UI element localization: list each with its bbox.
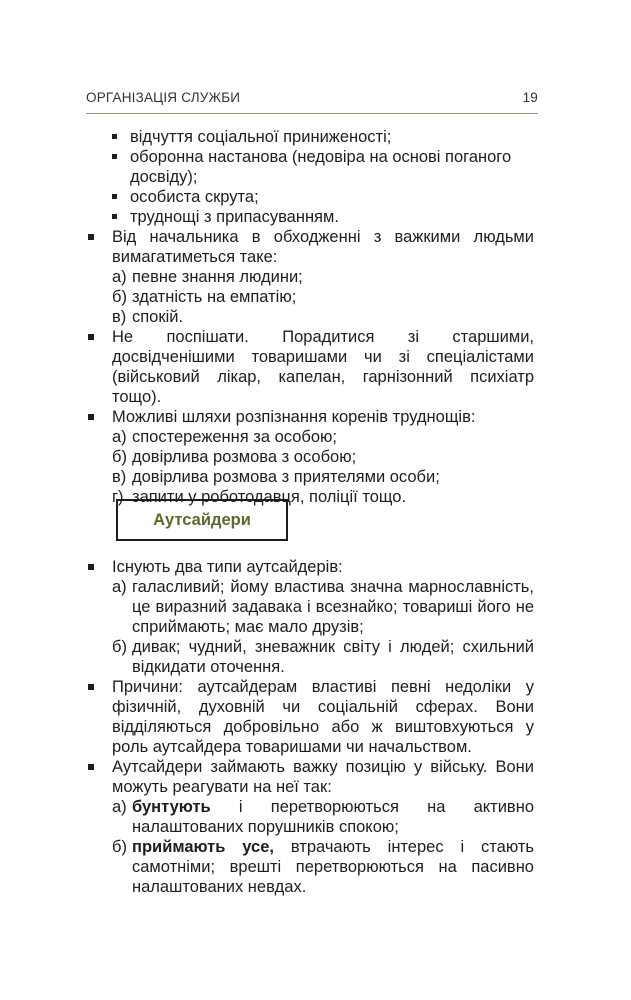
lettered-item: в) довірлива розмова з приятелями особи;	[112, 468, 440, 486]
page-number: 19	[522, 90, 538, 105]
list-item	[86, 757, 534, 897]
bullet-square	[88, 234, 94, 240]
lettered-item: в) спокій.	[112, 308, 184, 326]
lettered-list	[112, 797, 534, 897]
lettered-list	[112, 427, 534, 507]
list-item	[86, 407, 534, 507]
bold-term: бунтують	[132, 798, 211, 816]
item-lead: Існують два типи аутсайдерів:	[112, 558, 343, 576]
sub-bullet: труднощі з припасуванням.	[112, 207, 534, 227]
bullet-square	[88, 564, 94, 570]
lettered-list	[112, 267, 534, 327]
content-top	[86, 127, 534, 507]
outsiders-list	[86, 557, 534, 897]
sub-bullet: оборонна настанова (недовіра на основі поганого досвіду);	[112, 147, 534, 187]
content-outsiders	[86, 557, 534, 897]
header-title: ОРГАНІЗАЦІЯ СЛУЖБИ	[86, 90, 241, 105]
bullet-square	[88, 684, 94, 690]
lettered-item: б) приймають усе, втрачають інтерес і стають самотніми; врешті перетворюються на пасивно налаштованих невдах.	[112, 838, 534, 896]
lettered-item: б) дивак; чудний, зневажник світу і людей; схильний відкидати оточення.	[112, 638, 534, 676]
section-title: Аутсайдери	[153, 510, 251, 529]
lettered-item: а) певне знання людини;	[112, 268, 303, 286]
bold-term: приймають усе,	[132, 838, 274, 856]
bullet-square	[88, 414, 94, 420]
item-lead: Не поспішати. Порадитися зі старшими, досвідченішими товаришами чи зі спеціалістами (військовий лікар, капелан, гарнізонний психіатр тощо).	[112, 328, 534, 406]
item-lead: Причини: аутсайдерам властиві певні недоліки у фізичній, духовній чи соціальній сферах. Вони відділяються добровільно або ж виштовхуються у роль аутсайдера товаришами чи начальством.	[112, 678, 534, 756]
list-item	[86, 327, 534, 407]
continued-sub-bullets	[112, 127, 534, 227]
item-lead: Від начальника в обходженні з важкими людьми вимагатиметься таке:	[112, 228, 534, 266]
list-item	[86, 557, 534, 677]
lettered-item: б) довірлива розмова з особою;	[112, 448, 357, 466]
sub-bullet: особиста скрута;	[112, 187, 534, 207]
sub-bullet: відчуття соціальної приниженості;	[112, 127, 534, 147]
header-rule	[86, 113, 538, 114]
item-lead: Аутсайдери займають важку позицію у війську. Вони можуть реагувати на неї так:	[112, 758, 534, 796]
lettered-item: а) спостереження за особою;	[112, 428, 337, 446]
section-heading-box	[116, 499, 288, 541]
bullet-square	[88, 764, 94, 770]
lettered-item: б) здатність на емпатію;	[112, 288, 297, 306]
lettered-list	[112, 577, 534, 677]
bullet-square	[88, 334, 94, 340]
lettered-item: г) запити у роботодавця, поліції тощо.	[112, 488, 407, 506]
list-item	[86, 227, 534, 327]
item-lead: Можливі шляхи розпізнання коренів труднощів:	[112, 408, 476, 426]
lettered-item: а) бунтують і перетворюються на активно налаштованих порушників спокою;	[112, 798, 534, 836]
lettered-item: а) галасливий; йому властива значна марнославність, це виразний задавака і всезнайко; товариші його не сприймають; має мало друзів;	[112, 578, 534, 636]
list-item	[86, 677, 534, 757]
requirements-list	[86, 227, 534, 507]
